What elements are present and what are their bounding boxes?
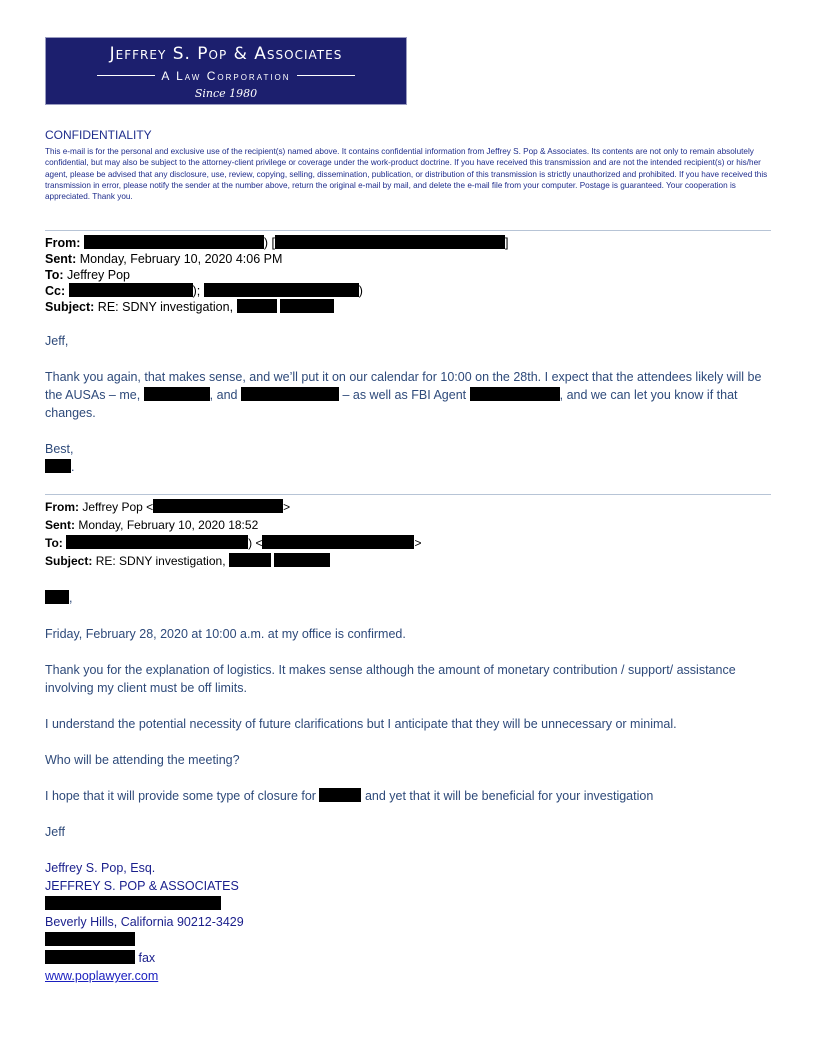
redaction [280, 299, 334, 313]
reply-sent-label: Sent: [45, 252, 77, 266]
reply-to-label: To: [45, 268, 64, 282]
signature-fax-row [45, 949, 155, 967]
original-text: and yet that it will be beneficial for your investigation [364, 789, 654, 803]
reply-subject-label: Subject: [45, 300, 95, 314]
signature-firm: JEFFREY S. POP & ASSOCIATES [45, 879, 239, 893]
original-paragraph [45, 787, 775, 805]
reply-text: – as well as FBI Agent [342, 388, 467, 402]
logo-tagline-row [46, 69, 406, 83]
signature-fax-label: fax [138, 951, 156, 965]
original-subject-value: RE: SDNY investigation, [95, 554, 226, 568]
redaction [229, 553, 271, 567]
redaction [45, 932, 135, 946]
redaction [144, 387, 210, 401]
reply-to-row [45, 267, 130, 283]
reply-greeting: Jeff, [45, 334, 69, 348]
divider [45, 230, 771, 231]
redaction [470, 387, 560, 401]
reply-from-label: From: [45, 236, 81, 250]
signature-phone-redacted [45, 931, 135, 949]
original-subject-label: Subject: [45, 554, 93, 568]
logo-firm-name: Jeffrey S. Pop & Associates [109, 44, 343, 64]
redaction [66, 535, 248, 549]
redaction [319, 788, 361, 802]
original-from-label: From: [45, 500, 79, 514]
signature-city: Beverly Hills, California 90212-3429 [45, 915, 244, 929]
original-from-row: From: Jeffrey Pop < > [45, 500, 291, 514]
redaction [275, 235, 505, 249]
confidentiality-notice: This e-mail is for the personal and exclusive use of the recipient(s) named above. It contains confidential information from Jeffrey S. Pop & Associates. Its contents are not only to remain absolutely confidential, but may also be subject to the attorney-client privilege or coverage under the work-product doctrine. If you have received this transmission and are not the intended recipient(s) or his/her agent, please be advised that any disclosure, use, review, copying, selling, dissemination, publication, or distribution of this transmission is strictly unauthorized and prohibited. If you have received this transmission in error, please notify the sender at the number above, return the original e-mail by mail, and delete the e-mail file from your computer. Postage is guaranteed. Your cooperation is appreciated. Thank you. [45, 147, 768, 202]
original-paragraph: Who will be attending the meeting? [45, 753, 240, 767]
confidentiality-title: CONFIDENTIALITY [45, 128, 152, 142]
reply-subject-row [45, 299, 334, 315]
logo-since: Since 1980 [194, 87, 258, 100]
original-subject-row [45, 553, 330, 569]
logo-tagline: A Law Corporation [161, 69, 291, 83]
redaction [45, 896, 221, 910]
reply-to-value: Jeffrey Pop [67, 268, 131, 282]
reply-text: , and we can let you know if that changes. [45, 388, 738, 420]
original-from-value: Jeffrey Pop < [82, 500, 154, 514]
reply-sent-row [45, 251, 282, 267]
original-to-label: To: [45, 536, 63, 550]
redaction [262, 535, 414, 549]
redaction [45, 590, 69, 604]
redaction [69, 283, 193, 297]
signature-name: Jeffrey S. Pop, Esq. [45, 861, 156, 875]
reply-closing: Best, [45, 442, 74, 456]
redaction [45, 459, 71, 473]
original-signoff: Jeff [45, 825, 65, 839]
reply-subject-value: RE: SDNY investigation, [97, 300, 234, 314]
original-paragraph: Friday, February 28, 2020 at 10:00 a.m. at my office is confirmed. [45, 627, 406, 641]
signature-website-row [45, 967, 158, 985]
divider [45, 494, 771, 495]
reply-cc-row: Cc: ); ) [45, 284, 363, 298]
original-sent-row [45, 517, 258, 533]
reply-sender-initial: . [45, 458, 775, 476]
reply-cc-label: Cc: [45, 284, 66, 298]
signature-address-redacted [45, 895, 221, 913]
reply-paragraph [45, 368, 775, 422]
redaction [204, 283, 359, 297]
original-paragraph: Thank you for the explanation of logistics. It makes sense although the amount of monetary contribution / support/ assistance involving my client must be off limits. [45, 663, 736, 695]
redaction [241, 387, 339, 401]
redaction [84, 235, 264, 249]
original-sent-value: Monday, February 10, 2020 18:52 [78, 518, 259, 532]
website-link[interactable]: www.poplawyer.com [45, 969, 159, 983]
firm-logo [45, 37, 407, 105]
redaction [45, 950, 135, 964]
reply-text: , and [209, 388, 238, 402]
redaction [237, 299, 277, 313]
reply-from-row: From: ) [ ] [45, 236, 509, 250]
original-paragraph: I understand the potential necessity of future clarifications but I anticipate that they will be unnecessary or minimal. [45, 717, 677, 731]
redaction [274, 553, 330, 567]
reply-text: Thank you again, that makes sense, and we’ll put it on our calendar for 10:00 on the 28th. I expect that the attendees likely will be the AUSAs – me, [45, 370, 762, 402]
original-greeting: , [45, 589, 775, 607]
original-to-row: To: ) < > [45, 536, 422, 550]
original-text: I hope that it will provide some type of closure for [45, 789, 316, 803]
reply-sent-value: Monday, February 10, 2020 4:06 PM [79, 252, 283, 266]
original-sent-label: Sent: [45, 518, 75, 532]
redaction [153, 499, 283, 513]
